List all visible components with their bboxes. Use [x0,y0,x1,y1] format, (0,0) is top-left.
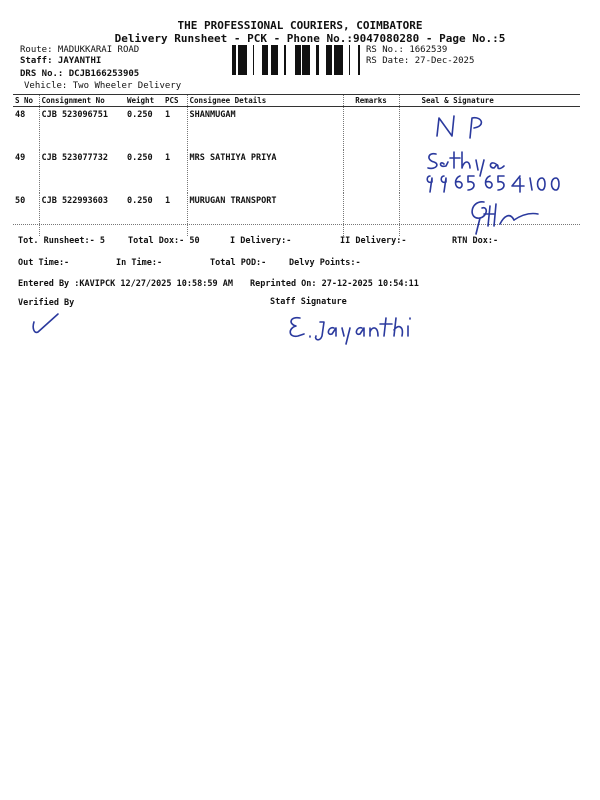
col-sno: S No [13,95,39,107]
barcode-bar [232,45,235,75]
handwritten-np [434,112,494,142]
barcode-image [232,45,360,75]
cell-sno: 48 [15,110,26,120]
barcode-bar [271,45,272,75]
barcode-bar [296,45,298,75]
reprinted-on: Reprinted On: 27-12-2025 10:54:11 [250,279,419,289]
barcode-bar [349,45,350,75]
cell-weight: 0.250 [127,153,153,163]
handwritten-sathya [424,148,564,196]
route-label: Route: MADUKKARAI ROAD [20,45,140,55]
company-title: THE PROFESSIONAL COURIERS, COIMBATORE [177,19,423,32]
barcode-bar [334,45,337,75]
cell-consignee: MRS SATHIYA PRIYA [187,150,343,193]
rtn-dox: RTN Dox:- [452,236,499,246]
vehicle-label: Vehicle: Two Wheeler Delivery [24,81,182,91]
col-consignee: Consignee Details [187,95,343,107]
rs-date: RS Date: 27-Dec-2025 [366,56,475,66]
barcode-bar [262,45,265,75]
barcode-bar [277,45,278,75]
cell-consignment: CJB 522993603 [39,193,125,236]
barcode-bar [326,45,328,75]
barcode-bar [241,45,242,75]
cell-consignment: CJB 523077732 [39,150,125,193]
barcode-bar [340,45,343,75]
delvy-points: Delvy Points:- [289,258,361,268]
barcode-bar [358,45,360,75]
staff-label: Staff: JAYANTHI [20,56,102,66]
cell-remarks [343,107,399,151]
barcode-bar [328,45,331,75]
barcode-bar [242,45,244,75]
cell-remarks [343,193,399,236]
entered-by: Entered By :KAVIPCK 12/27/2025 10:58:59 AM [18,279,233,289]
cell-pcs: 1 [165,153,171,163]
barcode-bar [302,45,304,75]
cell-sno: 49 [15,153,26,163]
barcode-bar [295,45,296,75]
runsheet-title: Delivery Runsheet - PCK - Phone No.:9047080280 - Page No.:5 [114,32,506,45]
barcode-bar [298,45,301,75]
ii-delivery: II Delivery:- [340,236,407,246]
staff-signature-image [286,312,426,344]
barcode-bar [308,45,310,75]
cell-consignee: SHANMUGAM [187,107,343,151]
cell-consignee: MURUGAN TRANSPORT [187,193,343,236]
cell-pcs: 1 [165,110,171,120]
barcode-bar [316,45,319,75]
barcode-bar [235,45,236,75]
cell-sno: 50 [15,196,26,206]
i-delivery: I Delivery:- [230,236,292,246]
verified-tick-mark [28,310,68,336]
barcode-bar [266,45,268,75]
cell-weight: 0.250 [127,110,153,120]
barcode-bar [244,45,247,75]
table-header-row [13,95,580,107]
cell-remarks [343,150,399,193]
barcode-bar [304,45,307,75]
barcode-bar [253,45,254,75]
col-remarks: Remarks [343,95,399,107]
barcode-bar [338,45,340,75]
in-time: In Time:- [116,258,163,268]
col-weight: Weight [125,95,163,107]
verified-by-label: Verified By [18,298,75,308]
tot-runsheet: Tot. Runsheet:- 5 [18,236,105,246]
total-pod: Total POD:- [210,258,267,268]
out-time: Out Time:- [18,258,70,268]
rs-number: RS No.: 1662539 [366,45,448,55]
barcode-bar [307,45,308,75]
cell-pcs: 1 [165,196,171,206]
cell-consignment: CJB 523096751 [39,107,125,151]
col-consignment: Consignment No [39,95,125,107]
barcode-bar [274,45,277,75]
barcode-bar [265,45,266,75]
total-dox: Total Dox:- 50 [128,236,200,246]
barcode-bar [238,45,241,75]
cell-weight: 0.250 [127,196,153,206]
staff-signature-label: Staff Signature [270,297,347,307]
col-pcs: PCS [163,95,187,107]
barcode-bar [272,45,274,75]
barcode-bar [284,45,286,75]
barcode-bar [337,45,338,75]
handwritten-signature-row50 [464,196,544,236]
table-row [13,107,580,151]
drs-number: DRS No.: DCJB166253905 [20,69,140,79]
barcode-bar [331,45,332,75]
col-seal-signature: Seal & Signature [399,95,580,107]
